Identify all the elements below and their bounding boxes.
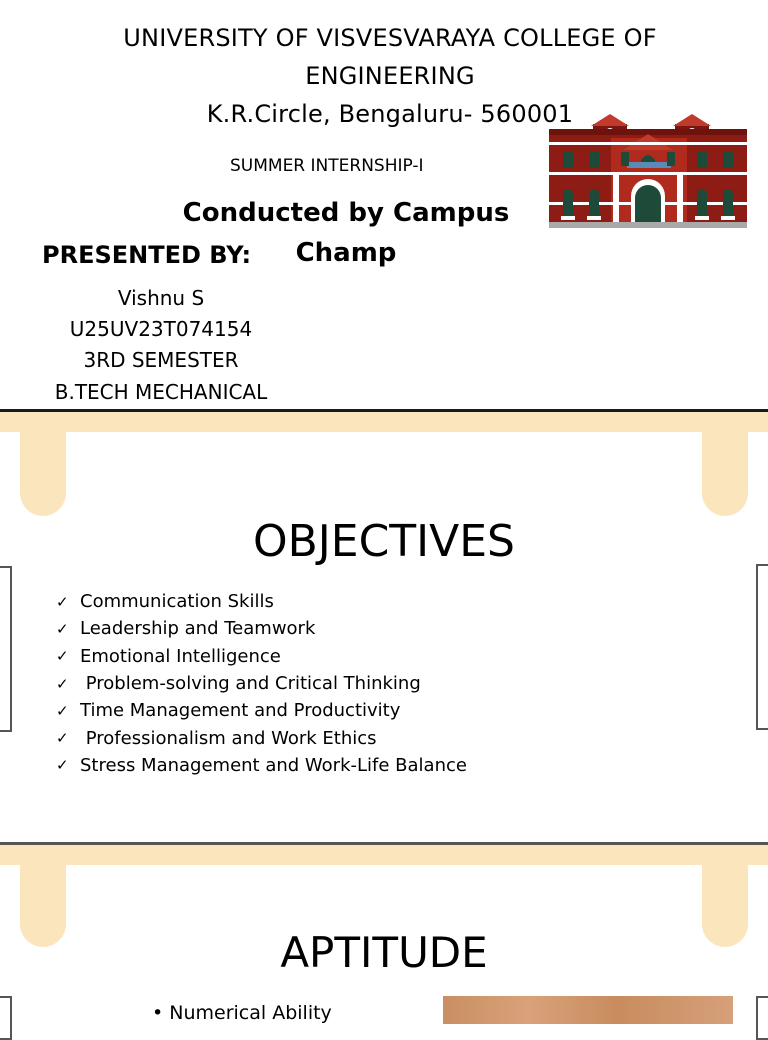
- aptitude-image: [443, 996, 733, 1024]
- checkmark-icon: ✓: [56, 619, 69, 638]
- decor-bracket-right: [756, 996, 768, 1040]
- decor-bracket-right: [756, 564, 768, 730]
- checkmark-icon: ✓: [56, 756, 69, 775]
- conducted-by-text: Conducted by Campus Champ: [182, 198, 510, 268]
- list-item: ✓ Stress Management and Work-Life Balance: [56, 754, 467, 776]
- checkmark-icon: ✓: [56, 674, 69, 693]
- slide-top-band: [0, 412, 768, 432]
- list-item: ✓ Communication Skills: [56, 591, 274, 613]
- slide-top-band: [0, 845, 768, 865]
- college-building-icon: [549, 112, 747, 228]
- decor-tab-right: [702, 430, 748, 516]
- college-address: K.R.Circle, Bengaluru- 560001: [206, 100, 574, 128]
- list-item: ✓ Emotional Intelligence: [56, 645, 281, 667]
- university-name-line2: ENGINEERING: [305, 62, 475, 90]
- decor-tab-left: [20, 430, 66, 516]
- list-item: ✓ Professionalism and Work Ethics: [56, 727, 377, 749]
- objectives-title: OBJECTIVES: [252, 516, 515, 567]
- student-program: B.TECH MECHANICAL: [54, 380, 268, 404]
- title-slide: [0, 0, 768, 410]
- list-item: • Numerical Ability: [152, 1002, 332, 1024]
- list-item: ✓ Leadership and Teamwork: [56, 618, 316, 640]
- student-semester: 3RD SEMESTER: [83, 348, 239, 372]
- checkmark-icon: ✓: [56, 647, 69, 666]
- objectives-list: [56, 588, 467, 779]
- presented-by-label: PRESENTED BY:: [42, 241, 252, 269]
- internship-subtitle: SUMMER INTERNSHIP-I: [230, 156, 424, 176]
- university-name-line1: UNIVERSITY OF VISVESVARAYA COLLEGE OF: [123, 24, 657, 52]
- student-name: Vishnu S: [117, 286, 205, 310]
- list-item: ✓ Problem-solving and Critical Thinking: [56, 673, 421, 695]
- checkmark-icon: ✓: [56, 592, 69, 611]
- decor-bracket-left: [0, 996, 12, 1040]
- decor-bracket-left: [0, 566, 12, 732]
- aptitude-title: APTITUDE: [280, 928, 488, 977]
- list-item: ✓ Time Management and Productivity: [56, 700, 401, 722]
- checkmark-icon: ✓: [56, 701, 69, 720]
- checkmark-icon: ✓: [56, 729, 69, 748]
- bullet-icon: •: [152, 1002, 170, 1024]
- student-usn: U25UV23T074154: [69, 317, 253, 341]
